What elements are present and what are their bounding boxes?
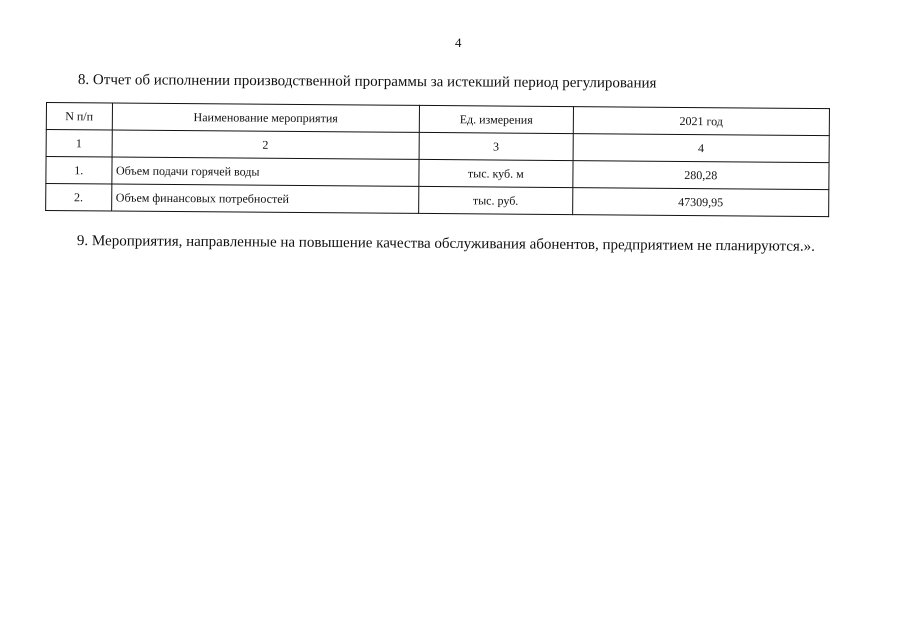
row-activity-name: Объем финансовых потребностей [111, 184, 419, 213]
section-8-heading: 8. Отчет об исполнении производственной программы за истекший период регулирования [77, 72, 657, 92]
index-cell: 1 [46, 130, 112, 158]
header-activity-name: Наименование мероприятия [112, 103, 420, 132]
index-cell: 4 [573, 134, 829, 163]
row-number: 1. [46, 157, 112, 185]
table-row [46, 184, 829, 217]
row-activity-name: Объем подачи горячей воды [111, 157, 419, 186]
index-cell: 3 [419, 132, 573, 160]
row-value: 280,28 [573, 161, 829, 190]
index-cell: 2 [112, 130, 420, 159]
header-unit: Ед. измерения [419, 105, 573, 133]
production-program-report-table [45, 102, 830, 217]
row-number: 2. [46, 184, 112, 212]
row-unit: тыс. руб. [419, 186, 573, 214]
header-number: N п/п [46, 103, 112, 131]
row-unit: тыс. куб. м [419, 159, 573, 187]
section-9-text: 9. Мероприятия, направленные на повышение качества обслуживания абонентов, предприятием не планируются.». [76, 233, 815, 255]
row-value: 47309,95 [572, 188, 828, 217]
page-number: 4 [455, 35, 462, 50]
header-year: 2021 год [573, 107, 829, 136]
